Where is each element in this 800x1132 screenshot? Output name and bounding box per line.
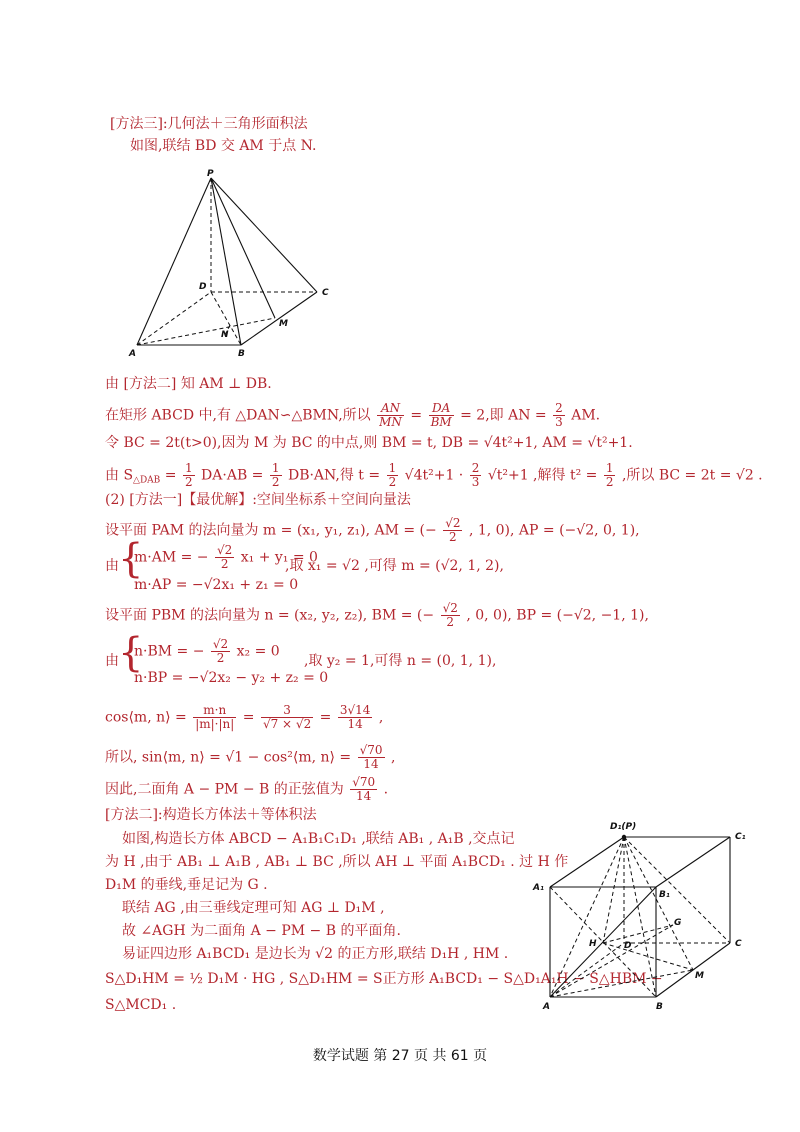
frac-sqrt2-2-c: $\frac{√2}{2}$ — [442, 601, 458, 629]
fig2-label-a1: A₁ — [533, 883, 544, 893]
fig1-label-n: N — [221, 330, 229, 340]
part2-heading-a: (2) [方法一] — [105, 492, 183, 508]
sys1-post: ,取 x₁ = √2 ,可得 m = (√2, 1, 2), — [285, 558, 504, 574]
sys2-row1 — [134, 638, 280, 665]
frac-half-4: $\frac{1}{2}$ — [605, 461, 614, 489]
sol-line4-d: DB·AN,得 t = — [287, 467, 381, 484]
cos-a: cos⟨m, n⟩ = — [105, 709, 187, 726]
pam-b: , 1, 0), AP = (−√2, 0, 1), — [468, 522, 640, 539]
sol-line4-b: = — [164, 467, 177, 484]
sol-line3: 令 BC = 2t(t>0),因为 M 为 BC 的中点,则 BM = t, DB = √4t²+1, AM = √t²+1. — [105, 435, 633, 451]
method2-p6: 易证四边形 A₁BCD₁ 是边长为 √2 的正方形,联结 D₁H , HM . — [122, 946, 509, 962]
frac-an-mn: $\frac{AN}{MN}$ — [379, 401, 402, 429]
sol-line4-sub: △DAB — [133, 475, 161, 486]
concl-b: . — [383, 781, 389, 798]
frac-sqrt2-2-a: $\frac{√2}{2}$ — [445, 516, 461, 544]
method2-p2: 为 H ,由于 AB₁ ⊥ A₁B , AB₁ ⊥ BC ,所以 AH ⊥ 平面 A₁BCD₁ . 过 H 作 — [105, 854, 569, 870]
frac-cos-1: $\frac{3}{√7 \times √2}$ — [262, 703, 312, 731]
fig2-label-m: M — [695, 971, 704, 981]
page-footer: 数学试题 第 27 页 共 61 页 — [312, 1048, 488, 1064]
frac-two-thirds-2: $\frac{2}{3}$ — [471, 461, 480, 489]
sol-line2-a: 在矩形 ABCD 中,有 △DAN∽△BMN,所以 — [105, 407, 371, 424]
method2-p4: 联结 AG ,由三垂线定理可知 AG ⊥ D₁M , — [122, 900, 385, 916]
method2-title: [方法二]:构造长方体法＋等体积法 — [105, 807, 317, 823]
method2-p8: S△MCD₁ . — [105, 997, 177, 1013]
frac-two-thirds: $\frac{2}{3}$ — [555, 401, 563, 429]
frac-sqrt2-2-d: $\frac{√2}{2}$ — [212, 637, 229, 665]
fig2-label-c1: C₁ — [735, 832, 746, 842]
part2-heading-c: :空间坐标系＋空间向量法 — [252, 492, 411, 508]
part2-heading — [105, 491, 411, 509]
frac-da-bm: $\frac{DA}{BM}$ — [430, 401, 452, 429]
sys2-row1-a: n·BM = − — [134, 643, 205, 660]
frac-cos-mn: $\frac{m\cdot n}{|m|\cdot|n|}$ — [195, 703, 235, 731]
frac-half-2: $\frac{1}{2}$ — [271, 461, 280, 489]
sol-line2-b: = 2,即 AN = — [460, 407, 547, 424]
fig1-label-p: P — [207, 169, 214, 179]
fig1-label-b: B — [238, 349, 245, 359]
sol-line4-a: 由 S — [105, 467, 134, 484]
method3-title: [方法三]:几何法＋三角形面积法 — [110, 116, 308, 132]
sys2-post: ,取 y₂ = 1,可得 n = (0, 1, 1), — [304, 653, 497, 669]
pbm-b: , 0, 0), BP = (−√2, −1, 1), — [466, 607, 649, 624]
sys1-row1-b: x₁ + y₁ = 0 — [240, 549, 318, 566]
fig1-label-m: M — [279, 319, 288, 329]
frac-sqrt2-2-b: $\frac{√2}{2}$ — [217, 543, 233, 571]
pyramid-figure — [125, 165, 340, 360]
conclusion-line — [105, 776, 388, 803]
method3-intro: 如图,联结 BD 交 AM 于点 N. — [130, 138, 317, 154]
method2-p5: 故 ∠AGH 为二面角 A − PM − B 的平面角. — [122, 923, 401, 939]
sin-b: , — [390, 749, 396, 766]
fig2-label-h: H — [589, 939, 597, 949]
method2-p3: D₁M 的垂线,垂足记为 G . — [105, 877, 268, 893]
fig1-label-a: A — [129, 349, 136, 359]
sys1-brace: { — [118, 536, 144, 582]
sol-line2: 在矩形 ABCD 中,有 △DAN∽△BMN,所以 $\frac{AN}{MN}$ = $\frac{DA}{BM}$ = 2,即 AN = $\frac{2}{3}$ AM. — [105, 401, 601, 429]
fig2-label-b1: B₁ — [659, 890, 670, 900]
fig2-label-b: B — [656, 1002, 663, 1012]
cos-b: = — [242, 709, 255, 726]
cos-line — [105, 704, 383, 731]
fig2-label-d: D — [624, 941, 632, 951]
method2-p1: 如图,构造长方体 ABCD − A₁B₁C₁D₁ ,联结 AB₁ , A₁B ,交点记 — [122, 831, 515, 847]
cuboid-figure — [528, 815, 760, 1015]
sys2-row2: n·BP = −√2x₂ − y₂ + z₂ = 0 — [134, 670, 329, 686]
sol-line4 — [105, 462, 763, 490]
fig2-label-d1p: D₁(P) — [610, 822, 637, 832]
sol-line1: 由 [方法二] 知 AM ⊥ DB. — [105, 376, 272, 392]
pam-a: 设平面 PAM 的法向量为 m = (x₁, y₁, z₁), AM = (− — [105, 522, 437, 539]
fig2-label-g: G — [674, 918, 682, 928]
sol-line2-c: AM. — [571, 407, 601, 424]
fig1-label-d: D — [199, 282, 207, 292]
sys2-pre: 由 — [105, 653, 119, 669]
part2-heading-b: 【最优解】 — [182, 492, 253, 508]
sys1-row1-a: m·AM = − — [134, 549, 209, 566]
frac-concl: $\frac{√70}{14}$ — [352, 775, 376, 803]
sys1-row2: m·AP = −√2x₁ + z₁ = 0 — [134, 577, 299, 593]
frac-sin: $\frac{√70}{14}$ — [359, 743, 383, 771]
sol-line4-f: √t²+1 ,解得 t² = — [487, 467, 598, 484]
sys2-brace: { — [118, 630, 144, 676]
fig1-label-c: C — [322, 288, 329, 298]
method2-p7: S△D₁HM = ½ D₁M · HG , S△D₁HM = S正方形 A₁BCD₁ − S△D₁A₁H − S△HBM − — [105, 971, 663, 987]
pbm-a: 设平面 PBM 的法向量为 n = (x₂, y₂, z₂), BM = (− — [105, 607, 435, 624]
fig2-label-c: C — [735, 939, 742, 949]
frac-half-1: $\frac{1}{2}$ — [184, 461, 193, 489]
concl-a: 因此,二面角 A − PM − B 的正弦值为 — [105, 781, 344, 798]
sin-line — [105, 744, 395, 771]
pam-normal-line — [105, 517, 640, 544]
sys1-pre: 由 — [105, 558, 119, 574]
frac-cos-2: $\frac{3√14}{14}$ — [339, 703, 371, 731]
sol-line4-c: DA·AB = — [201, 467, 264, 484]
sin-a: 所以, sin⟨m, n⟩ = √1 − cos²⟨m, n⟩ = — [105, 749, 352, 766]
frac-half-3: $\frac{1}{2}$ — [388, 461, 397, 489]
pbm-normal-line — [105, 602, 649, 629]
fig2-label-a: A — [543, 1002, 550, 1012]
sys2-row1-b: x₂ = 0 — [236, 643, 280, 660]
cos-c: , — [378, 709, 384, 726]
cos-b2: = — [319, 709, 332, 726]
sol-line4-g: ,所以 BC = 2t = √2 . — [621, 467, 763, 484]
sol-line4-e: √4t²+1 · — [404, 467, 464, 484]
